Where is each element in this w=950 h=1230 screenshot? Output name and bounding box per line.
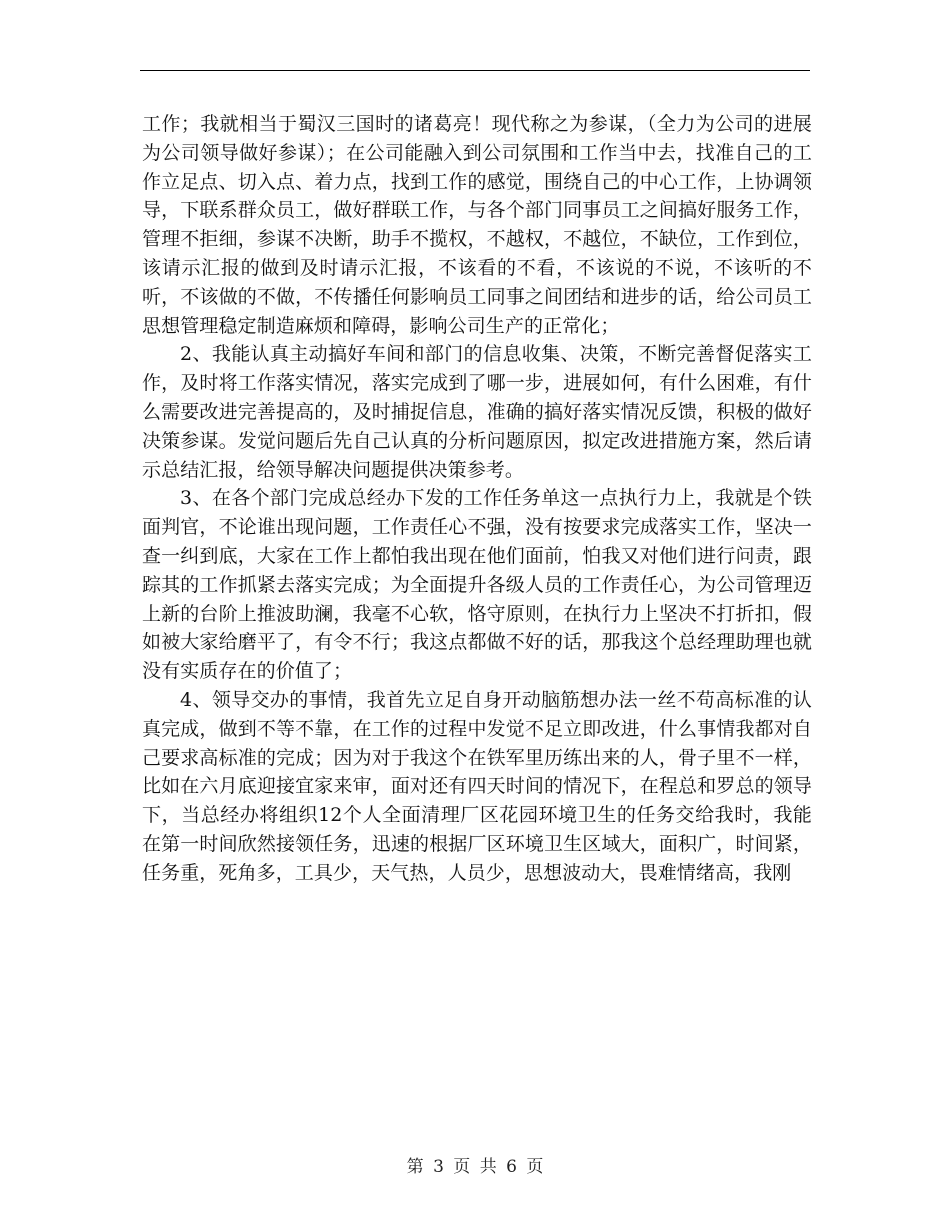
paragraph-1: 工作；我就相当于蜀汉三国时的诸葛亮！现代称之为参谋，（全力为公司的进展为公司领导做好参谋）；在公司能融入到公司氛围和工作当中去，找准自己的工作立足点、切入点、着力点，找到工作的感觉，围绕自己的中心工作，上协调领导，下联系群众员工，做好群联工作，与各个部门同事员工之间搞好服务工作，管理不拒细，参谋不决断，助手不揽权，不越权，不越位，不缺位，工作到位，该请示汇报的做到及时请示汇报，不该看的不看，不该说的不说，不该听的不听，不该做的不做，不传播任何影响员工同事之间团结和进步的话，给公司员工思想管理稳定制造麻烦和障碍，影响公司生产的正常化； xyxy=(142,113,812,337)
body-text xyxy=(142,110,812,888)
paragraph-4: 4、领导交办的事情，我首先立足自身开动脑筋想办法一丝不苟高标准的认真完成，做到不等不靠，在工作的过程中发觉不足立即改进，什么事情我都对自己要求高标准的完成；因为对于我这个在铁军里历练出来的人，骨子里不一样，比如在六月底迎接宜家来审，面对还有四天时间的情况下，在程总和罗总的领导下，当总经办将组织12个人全面清理厂区花园环境卫生的任务交给我时，我能在第一时间欣然接领任务，迅速的根据厂区环境卫生区域大，面积广，时间紧，任务重，死角多，工具少，天气热，人员少，思想波动大，畏难情绪高，我刚 xyxy=(142,688,812,884)
paragraph-3: 3、在各个部门完成总经办下发的工作任务单这一点执行力上，我就是个铁面判官，不论谁出现问题，工作责任心不强，没有按要求完成落实工作，坚决一查一纠到底，大家在工作上都怕我出现在他们面前，怕我又对他们进行问责，跟踪其的工作抓紧去落实完成；为全面提升各级人员的工作责任心，为公司管理迈上新的台阶上推波助澜，我毫不心软，恪守原则，在执行力上坚决不打折扣，假如被大家给磨平了，有令不行；我这点都做不好的话，那我这个总经理助理也就没有实质存在的价值了； xyxy=(142,487,812,683)
page-footer: 第 3 页 共 6 页 xyxy=(406,1157,544,1177)
header-rule xyxy=(140,70,810,71)
paragraph-2: 2、我能认真主动搞好车间和部门的信息收集、决策，不断完善督促落实工作，及时将工作落实情况，落实完成到了哪一步，进展如何，有什么困难，有什么需要改进完善提高的，及时捕捉信息，准确的搞好落实情况反馈，积极的做好决策参谋。发觉问题后先自己认真的分析问题原因，拟定改进措施方案，然后请示总结汇报，给领导解决问题提供决策参考。 xyxy=(142,343,812,481)
